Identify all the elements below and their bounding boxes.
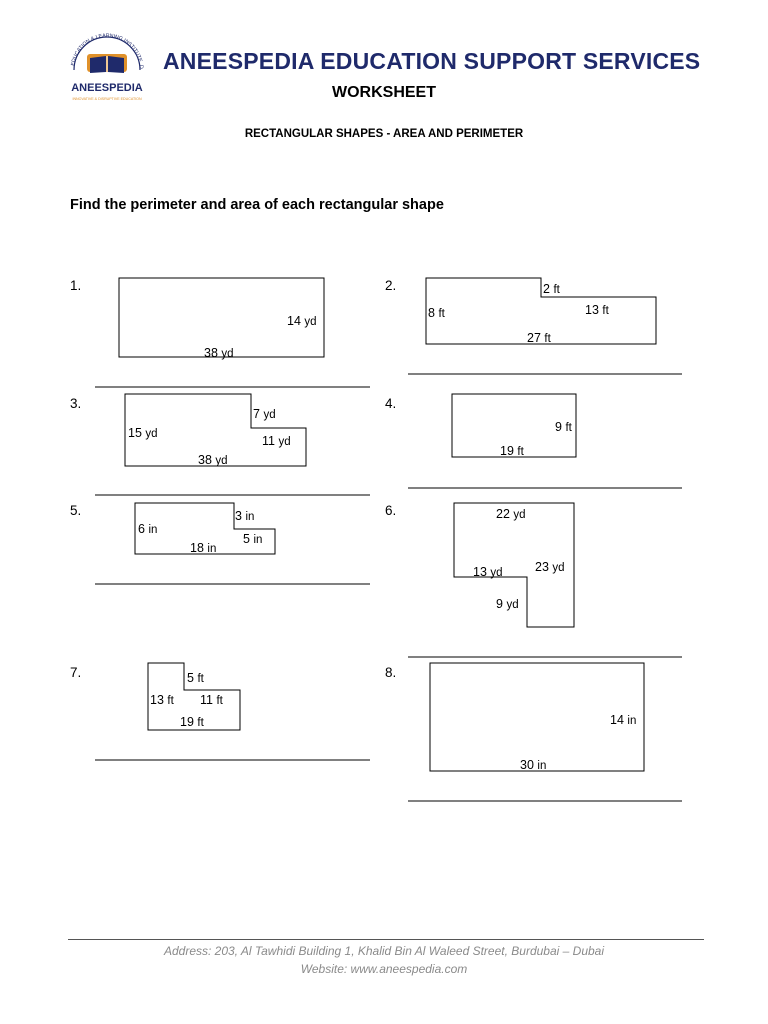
dimension-label: 9 yd: [496, 597, 519, 611]
logo-text: ANEESPEDIA: [71, 82, 143, 94]
problem-number-7: 7.: [70, 665, 82, 680]
dimension-label: 23 yd: [535, 560, 565, 574]
problem-number-3: 3.: [70, 396, 82, 411]
dimension-label: 22 yd: [496, 507, 526, 521]
dimension-label: 14 in: [610, 713, 637, 727]
footer-website: Website: www.aneespedia.com: [300, 962, 468, 976]
problem-number-2: 2.: [385, 278, 397, 293]
worksheet-title: WORKSHEET: [332, 84, 436, 101]
dimension-label: 19 ft: [500, 444, 524, 458]
problem-number-5: 5.: [70, 503, 82, 518]
dimension-label: 30 in: [520, 758, 547, 772]
logo-tagline: INNOVATIVE & DISRUPTIVE EDUCATION: [72, 97, 142, 101]
problem-number-4: 4.: [385, 396, 397, 411]
dimension-label: 27 ft: [527, 331, 551, 345]
dimension-label: 5 in: [243, 532, 263, 546]
instruction-text: Find the perimeter and area of each rectangular shape: [70, 197, 444, 213]
dimension-label: 13 ft: [585, 303, 609, 317]
problem-number-8: 8.: [385, 665, 397, 680]
dimension-label: 13 yd: [473, 565, 503, 579]
dimension-label: 13 ft: [150, 693, 174, 707]
organization-name: ANEESPEDIA EDUCATION SUPPORT SERVICES: [163, 48, 701, 74]
dimension-label: 11 yd: [262, 434, 291, 448]
problem-number-6: 6.: [385, 503, 397, 518]
footer-address: Address: 203, Al Tawhidi Building 1, Khalid Bin Al Waleed Street, Burdubai – Dubai: [163, 944, 605, 958]
dimension-label: 3 in: [235, 509, 255, 523]
dimension-label: 14 yd: [287, 314, 317, 328]
problem-number-1: 1.: [70, 278, 82, 293]
dimension-label: 18 in: [190, 541, 217, 555]
dimension-label: 15 yd: [128, 426, 158, 440]
worksheet-topic: RECTANGULAR SHAPES - AREA AND PERIMETER: [244, 128, 524, 140]
dimension-label: 5 ft: [187, 671, 204, 685]
dimension-label: 38 yd: [198, 453, 228, 467]
dimension-label: 19 ft: [180, 715, 204, 729]
dimension-label: 8 ft: [428, 306, 445, 320]
logo-ring-text: EDUCATION & LEARNING INSTITUTE, D: [70, 32, 145, 70]
dimension-label: 6 in: [138, 522, 158, 536]
dimension-label: 7 yd: [253, 407, 276, 421]
dimension-label: 9 ft: [555, 420, 572, 434]
dimension-label: 2 ft: [543, 282, 560, 296]
footer-divider: [68, 939, 704, 940]
dimension-label: 11 ft: [200, 693, 223, 707]
dimension-label: 38 yd: [204, 346, 234, 360]
